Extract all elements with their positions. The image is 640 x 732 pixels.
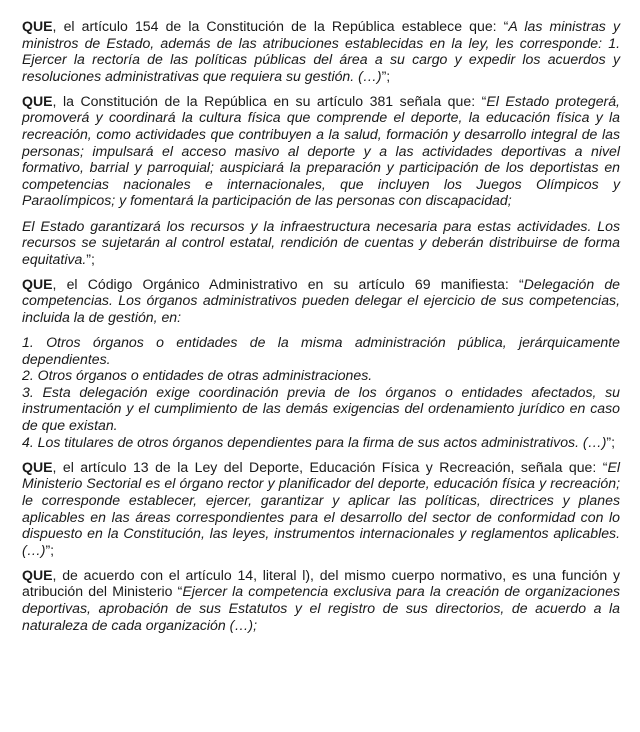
- paragraph-article-381: [22, 93, 620, 209]
- paragraph-intro: , de acuerdo con el artículo 14, literal l), del mismo cuerpo normativo, es una función y atribución del Ministerio “: [22, 566, 620, 600]
- paragraph-lead: QUE: [22, 458, 53, 475]
- paragraph-quote: El Estado protegerá, promoverá y coordinará la cultura física que comprende el deporte, la educación física y la recreación, como actividades que contribuyen a la salud, formación y desarrollo integral de las personas; impulsará el acceso masivo al deporte y a las actividades deportivas a nivel formativo, barrial y parroquial; auspiciará la preparación y participación de los deportistas en competencias nacionales e internacionales, que incluyen los Juegos Olímpicos y Paraolímpicos; y fomentará la participación de las personas con discapacidad;: [22, 92, 620, 209]
- paragraph-quote: Ejercer la competencia exclusiva para la creación de organizaciones deportivas, aprobación de sus Estatutos y el registro de sus directorios, de acuerdo a la naturaleza de cada organización (…);: [22, 583, 620, 633]
- paragraph-lead: QUE: [22, 18, 53, 34]
- paragraph-quote: Delegación de competencias. Los órganos administrativos pueden delegar el ejercicio de sus competencias, incluida la de gestión, en:: [22, 275, 621, 325]
- document-page: [22, 18, 620, 642]
- paragraph-lead: QUE: [22, 275, 53, 292]
- paragraph-article-69: [22, 276, 620, 326]
- paragraph-intro: , la Constitución de la República en su artículo 381 señala que: “: [52, 92, 487, 109]
- paragraph-intro: , el Código Orgánico Administrativo en su artículo 69 manifiesta: “: [52, 275, 524, 292]
- paragraph-quote: El Estado garantizará los recursos y la infraestructura necesaria para estas actividades. Los recursos se sujetarán al control estatal, rendición de cuentas y deberán distribuirse de forma equitativa.: [22, 217, 620, 267]
- paragraph-quote: A las ministras y ministros de Estado, además de las atribuciones establecidas en la ley, les corresponde: 1. Ejercer la rectoría de las políticas públicas del área a su cargo y expedir los acuerdos y resoluciones administrativas que requiera su gestión. (…): [22, 18, 621, 84]
- list-outro: ”;: [606, 433, 616, 450]
- paragraph-article-154: [22, 18, 620, 84]
- paragraph-article-13: [22, 459, 620, 559]
- list-item: 1. Otros órganos o entidades de la misma administración pública, jerárquicamente dependientes.: [22, 334, 620, 367]
- paragraph-intro: , el artículo 154 de la Constitución de la República establece que: “: [52, 18, 509, 34]
- paragraph-article-381-continued: [22, 218, 620, 268]
- delegation-list: [22, 334, 620, 450]
- paragraph-outro: ”;: [86, 250, 95, 267]
- paragraph-lead: QUE: [22, 566, 53, 583]
- list-item-text: 4. Los titulares de otros órganos dependientes para la firma de sus actos administrativos. (…): [22, 433, 607, 450]
- list-item: 2. Otros órganos o entidades de otras administraciones.: [22, 367, 373, 384]
- paragraph-intro: , el artículo 13 de la Ley del Deporte, Educación Física y Recreación, señala que: “: [52, 458, 608, 475]
- paragraph-outro: ”;: [381, 67, 391, 84]
- paragraph-outro: ”;: [45, 541, 55, 558]
- list-item: 3. Esta delegación exige coordinación previa de los órganos o entidades afectados, su instrumentación y el cumplimiento de las demás exigencias del ordenamiento jurídico en caso de que existan.: [22, 383, 620, 434]
- paragraph-article-14: [22, 567, 620, 633]
- paragraph-lead: QUE: [22, 92, 53, 109]
- list-item-last: [22, 434, 620, 451]
- paragraph-quote: El Ministerio Sectorial es el órgano rector y planificador del deporte, educación física y recreación; le corresponde establecer, ejercer, garantizar y aplicar las políticas, directrices y planes aplicables en las áreas correspondientes para el desarrollo del sector de conformidad con lo dispuesto en la Constitución, las leyes, instrumentos internacionales y reglamentos aplicables. (…): [22, 458, 620, 558]
